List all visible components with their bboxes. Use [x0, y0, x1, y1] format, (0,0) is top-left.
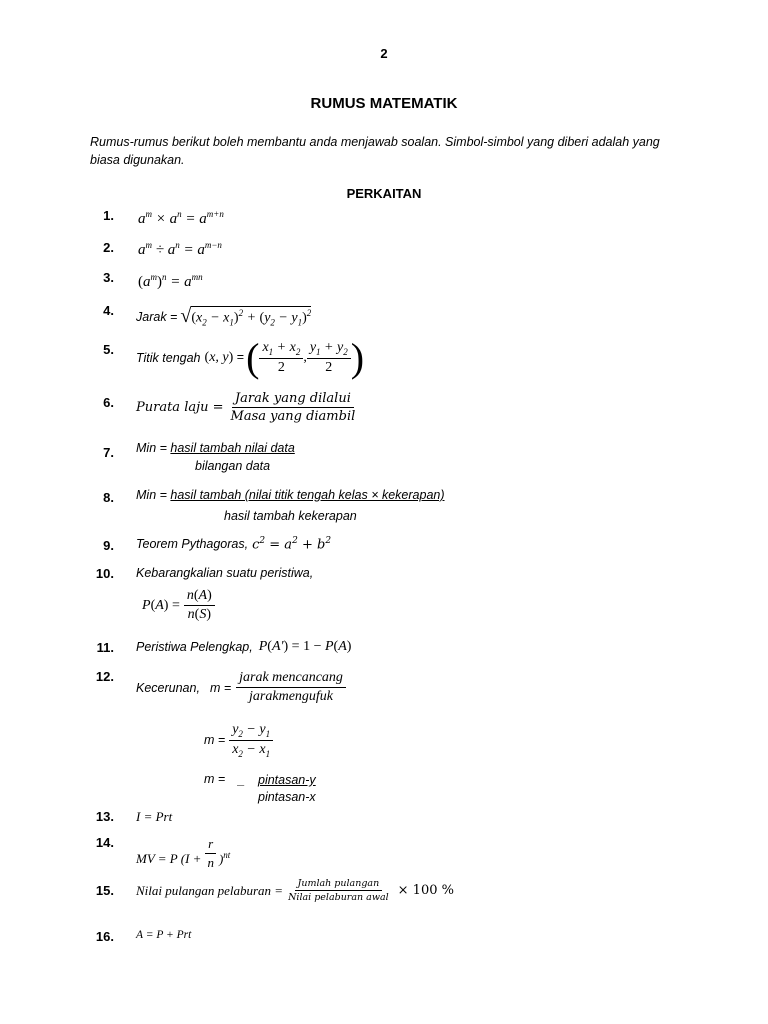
- return-percent: × 100 %: [397, 883, 454, 898]
- item-number: 5.: [103, 342, 114, 357]
- item-number: 2.: [103, 240, 114, 255]
- formula-2: $a^m \div a^n = a^{m-n}$: [138, 240, 222, 258]
- formula-7: [136, 441, 295, 455]
- future-value-lhs: MV = P (I +: [136, 850, 202, 866]
- item-number: 10.: [95, 566, 114, 581]
- speed-denominator: Masa yang diambil: [230, 409, 356, 424]
- formula-13: I = Prt: [136, 809, 173, 824]
- gradient-m: m =: [204, 772, 226, 786]
- return-label: Nilai pulangan pelaburan =: [136, 882, 284, 898]
- intercept-y: pintasan-y: [258, 773, 316, 787]
- midpoint-label: Titik tengah: [136, 351, 201, 365]
- return-denominator: Nilai pelaburan awal: [288, 892, 389, 903]
- gradient-label: Kecerunan,: [136, 680, 200, 695]
- formula-3: $(a^m)^n = a^{mn}$: [138, 272, 203, 290]
- formula-1: $a^m \times a^n = a^{m+n}$: [138, 209, 224, 227]
- gradient-denominator: jarakmengufuk: [249, 689, 334, 704]
- return-numerator: Jumlah pulangan: [295, 878, 383, 891]
- intro-text: Rumus-rumus berikut boleh membantu anda menjawab soalan. Simbol-simbol yang diberi adalah yang biasa digunakan.: [90, 135, 660, 167]
- minus-sign: _: [238, 773, 245, 787]
- pythagoras-label: Teorem Pythagoras,: [136, 537, 249, 552]
- page-title: RUMUS MATEMATIK: [310, 95, 458, 112]
- formula-8: [136, 488, 445, 502]
- item-number: 7.: [103, 445, 114, 460]
- formula-5: Titik tengah (x, y) = ( $\frac{x_1 + x_2}{2}$ , $\frac{y_1 + y_2}{2}$ ): [136, 335, 365, 380]
- formula-16: A = P + Prt: [136, 929, 192, 941]
- item-number: 9.: [103, 538, 114, 553]
- min-grouped-label: Min =: [136, 488, 167, 502]
- intercept-x: pintasan-x: [258, 790, 316, 804]
- item-number: 14.: [95, 835, 114, 850]
- formula-12b: m = $\frac{y_2 - y_1}{x_2 - x_1}$: [204, 722, 273, 759]
- item-number: 1.: [103, 208, 114, 223]
- formula-10: P(A) = $\frac{n(A)}{n(S)}$: [142, 588, 215, 623]
- rate-n: n: [207, 855, 214, 870]
- complement-label: Peristiwa Pelengkap,: [136, 640, 253, 654]
- formula-6: [136, 391, 358, 424]
- min-label: Min =: [136, 441, 167, 455]
- formula-11: Peristiwa Pelengkap, P(A') = 1 − P(A): [136, 639, 352, 654]
- page-number: 2: [380, 46, 388, 61]
- speed-numerator: Jarak yang dilalui: [232, 391, 354, 408]
- probability-label: Kebarangkalian suatu peristiwa,: [136, 566, 314, 580]
- item-number: 11.: [96, 640, 114, 655]
- rate-r: r: [205, 836, 216, 854]
- section-title: PERKAITAN: [346, 186, 422, 201]
- item-number: 13.: [95, 809, 114, 824]
- gradient-m: m =: [204, 733, 226, 748]
- item-number: 15.: [95, 883, 114, 898]
- item-number: 6.: [103, 395, 114, 410]
- min-denominator: bilangan data: [195, 459, 271, 473]
- formula-15: [136, 878, 454, 903]
- gradient-numerator: jarak mencancang: [236, 670, 346, 688]
- distance-label: Jarak =: [136, 309, 178, 324]
- gradient-m: m =: [209, 680, 232, 695]
- min-grouped-numerator: hasil tambah (nilai titik tengah kelas × kekerapan): [170, 488, 445, 502]
- min-numerator: hasil tambah nilai data: [170, 441, 295, 455]
- item-number: 12.: [95, 669, 114, 684]
- formula-14: MV = P (I + $\frac{r}{n}$ )$^{nt}$: [136, 836, 231, 870]
- item-number: 3.: [103, 270, 114, 285]
- item-number: 16.: [95, 929, 114, 944]
- formula-4: Jarak = √ $(x_2 - x_1)^2 + (y_2 - y_1)^2$: [136, 305, 312, 328]
- speed-label: Purata laju =: [136, 400, 224, 415]
- item-number: 8.: [103, 490, 114, 505]
- min-grouped-denominator: hasil tambah kekerapan: [224, 509, 357, 523]
- item-number: 4.: [103, 303, 114, 318]
- formula-9: Teorem Pythagoras, $c^2 = a^2 + b^2$: [136, 536, 332, 553]
- formula-12a: [136, 670, 346, 705]
